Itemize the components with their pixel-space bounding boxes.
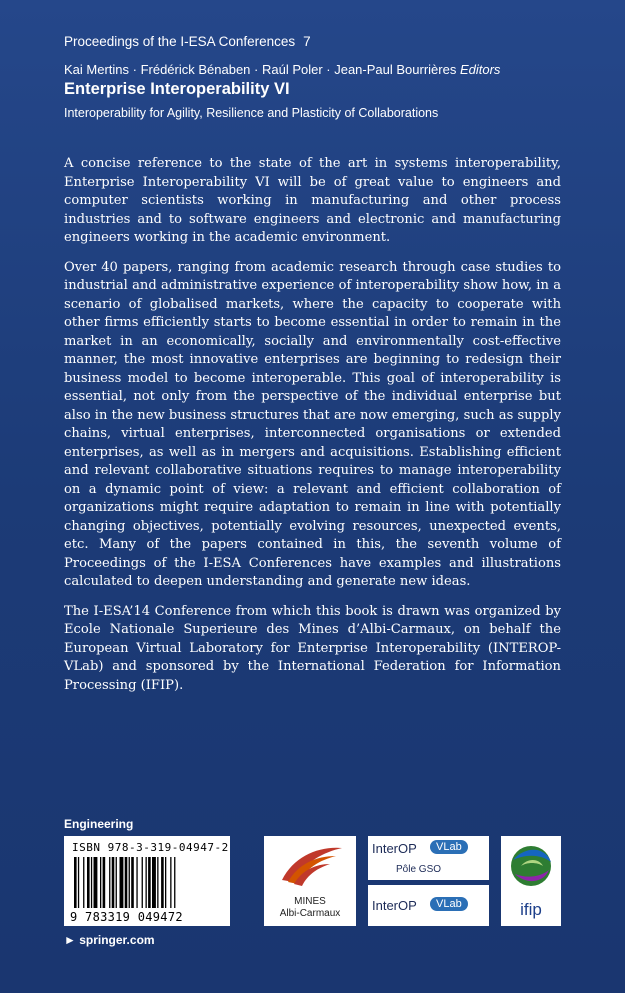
blurb [64, 155, 561, 706]
blurb-paragraph-1: A concise reference to the state of the art in systems interoperability, Enterprise Interoperability VI will be of great value to engineers and computer scientists working in manufacturing and other process industries and to software engineers and electronic and manufacturing engineers working in the academic environment. [64, 156, 561, 245]
barcode-bar [103, 857, 106, 908]
barcode-bar [125, 857, 128, 908]
book-subtitle: Interoperability for Agility, Resilience and Plasticity of Collaborations [64, 106, 439, 120]
barcode-graphic [72, 857, 222, 908]
barcode-number: 9 783319 049472 [70, 910, 183, 924]
barcode-bar [91, 857, 92, 908]
barcode-bar [74, 857, 77, 908]
barcode-bar [87, 857, 90, 908]
barcode-bar [94, 857, 98, 908]
interop-word-2: InterOP [372, 898, 417, 913]
vlab-word: VLab [430, 840, 468, 854]
barcode-panel [64, 836, 230, 926]
category-label: Engineering [64, 817, 134, 831]
barcode-bar [131, 857, 134, 908]
ifip-text: ifip [520, 900, 542, 919]
editors-line [64, 62, 500, 77]
interop-vlab-gso-logo [368, 836, 489, 880]
barcode-bar [129, 857, 130, 908]
interop-word: InterOP [372, 841, 417, 856]
isbn-text: ISBN 978-3-319-04947-2 [72, 841, 229, 854]
barcode-bar [83, 857, 84, 908]
barcode-bar [120, 857, 124, 908]
series-title [64, 34, 311, 49]
interop-vlab-logo [368, 885, 489, 926]
barcode-bar [78, 857, 79, 908]
vlab-word-2: VLab [430, 897, 468, 911]
barcode-bar [109, 857, 110, 908]
barcode-bar [146, 857, 147, 908]
mines-swoosh-icon [264, 836, 356, 894]
barcode-bar [116, 857, 117, 908]
ifip-globe-icon [501, 836, 561, 898]
barcode-bar [100, 857, 101, 908]
mines-logo [264, 836, 356, 926]
barcode-bar [112, 857, 115, 908]
editors-label: Editors [459, 62, 501, 77]
blurb-paragraph-3: The I-ESA’14 Conference from which this book is drawn was organized by Ecole Nationale Superieure des Mines d’Albi-Carmaux, on behalf the European Virtual Laboratory for Enterprise Interoperability (INTEROP-VLab) and sponsored by the International Federation for Information Processing (IFIP). [64, 603, 561, 693]
barcode-bar [148, 857, 151, 908]
barcode-bar [157, 857, 158, 908]
blurb-paragraph-2: Over 40 papers, ranging from academic research through case studies to industrial and administrative experience of interoperability show how, in a scenario of globalised markets, where the capacity to cooperate with other firms efficiently starts to become essential in order to remain in the market in an economically, socially and environmentally cost-effective manner, the most innovative enterprises are beginning to redesign their business model to become interoperable. This goal of interoperability is essential, not only from the perspective of the individual enterprise but also in the new business structures that are now emerging, such as supply chains, virtual enterprises, interconnected organisations or extended enterprises, as well as in mergers and acquisitions. Establishing efficient and relevant collaborative situations requires to manage interoperability on a dynamic point of view: a relevant and efficient collaboration of organizations might require adaptation to remain in line with potentially changing objectives, potentially evolving resources, unexpected events, etc. Many of the papers contained in this, the seventh volume of Proceedings of the I-ESA Conferences have examples and illustrations calculated to deepen understanding and generate new ideas. [64, 259, 561, 589]
barcode-bar [174, 857, 175, 908]
mines-name: MINES [294, 896, 326, 907]
barcode-bar [165, 857, 166, 908]
barcode-bar [161, 857, 164, 908]
barcode-bar [142, 857, 143, 908]
barcode-bar [152, 857, 156, 908]
publisher-website: ► springer.com [64, 933, 155, 947]
barcode-bar [170, 857, 171, 908]
series-volume: 7 [303, 34, 311, 49]
barcode-bar [136, 857, 137, 908]
book-title: Enterprise Interoperability VI [64, 80, 290, 98]
editors-names: Kai Mertins · Frédérick Bénaben · Raúl Poler · Jean-Paul Bourrières [64, 62, 457, 77]
ifip-logo [501, 836, 561, 926]
mines-location: Albi-Carmaux [279, 908, 341, 919]
series-name: Proceedings of the I-ESA Conferences [64, 34, 296, 49]
pole-gso-text: Pôle GSO [396, 864, 442, 875]
